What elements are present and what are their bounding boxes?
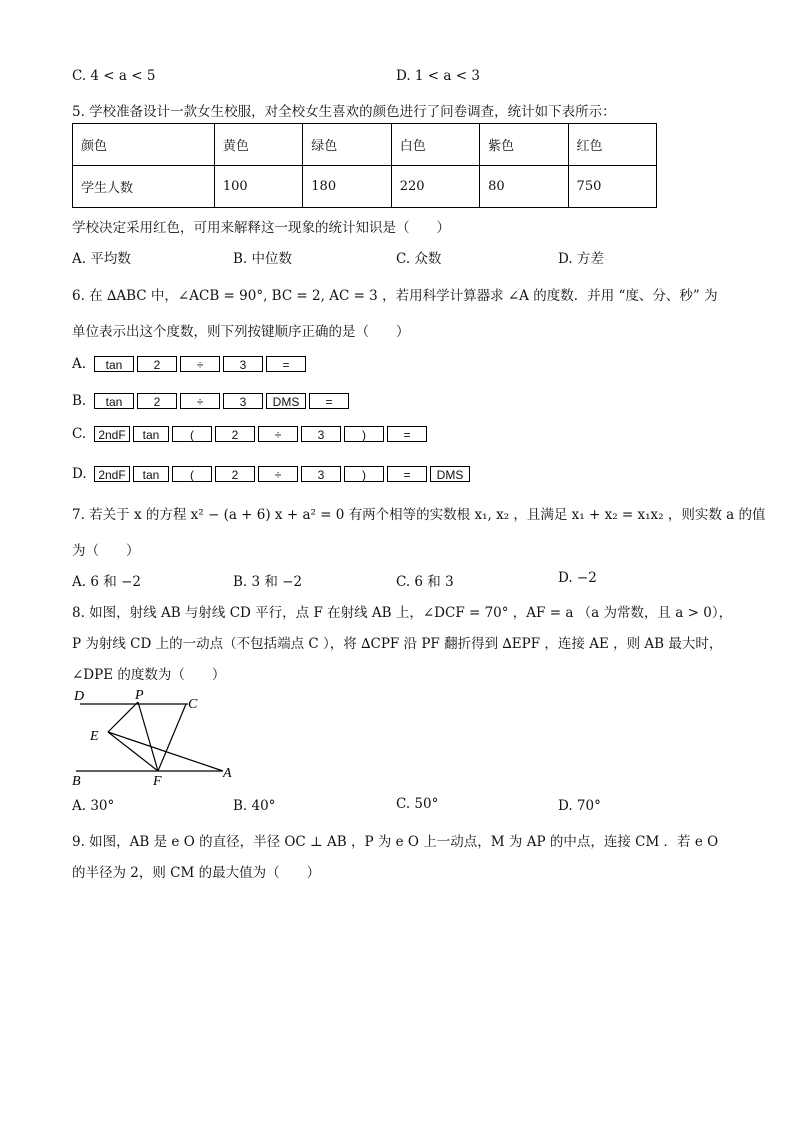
table-cell: 80 [480,166,568,208]
label-c: C [188,697,198,712]
calc-key: 3 [301,426,341,442]
table-row [73,166,657,208]
calc-key: ÷ [180,356,220,372]
q8-line2: P 为射线 CD 上的一动点（不包括端点 C ），将 ∆CPF 沿 PF 翻折得到 ∆EPF ，连接 AE ，则 AB 最大时， [72,636,723,652]
calc-key: DMS [430,466,470,482]
q8-figure [68,684,248,792]
calc-key: tan [94,393,134,409]
q9-line2: 的半径为 2，则 CM 的最大值为（ ） [72,865,321,881]
calc-key: ) [344,466,384,482]
q6-option-c-keys [94,426,427,442]
seg-ea [108,732,223,771]
q6-option-a-keys [94,356,306,372]
q6-option-d-keys [94,466,470,482]
table-row [73,124,657,166]
table-cell: 220 [391,166,479,208]
q7-line2: 为（ ） [72,543,140,559]
q6-option-b-label: B. [72,393,87,409]
calc-key: 2 [215,426,255,442]
q6-option-a-label: A. [72,356,87,372]
calc-key: tan [133,426,169,442]
table-cell: 100 [214,166,302,208]
q8-line1: 8. 如图，射线 AB 与射线 CD 平行，点 F 在射线 AB 上，∠DCF = 70° ，AF = a （a 为常数，且 a > 0）， [72,605,733,621]
calc-key: ÷ [180,393,220,409]
q5-stem: 5. 学校准备设计一款女生校服，对全校女生喜欢的颜色进行了问卷调查，统计如下表所示： [72,104,616,120]
q8-line3: ∠DPE 的度数为（ ） [72,667,226,683]
table-cell: 绿色 [303,124,391,166]
q9-line1: 9. 如图，AB 是 e O 的直径，半径 OC ⊥ AB ，P 为 e O 上一动点，M 为 AP 的中点，连接 CM ．若 e O [72,834,719,850]
calc-key: 3 [223,393,263,409]
label-a: A [223,766,232,781]
calc-key: = [266,356,306,372]
seg-pe [108,702,138,732]
table-cell: 750 [568,166,656,208]
calc-key: = [387,426,427,442]
calc-key: = [309,393,349,409]
label-b: B [72,774,81,789]
calc-key: 3 [301,466,341,482]
calc-key: tan [133,466,169,482]
calc-key: ) [344,426,384,442]
calc-key: = [387,466,427,482]
calc-key: 2 [137,356,177,372]
label-e: E [90,729,99,744]
q4-option-c: C. 4 < a < 5 [72,68,156,84]
calc-key: tan [94,356,134,372]
calc-key: 3 [223,356,263,372]
table-cell: 红色 [568,124,656,166]
q6-option-c-label: C. [72,426,87,442]
q6-line2: 单位表示出这个度数，则下列按键顺序正确的是（ ） [72,324,410,340]
q4-option-d: D. 1 < a < 3 [396,68,480,84]
seg-ef [108,732,158,771]
calc-key: 2ndF [94,426,130,442]
q5-option-d: D. 方差 [558,251,604,267]
seg-pf [138,702,158,771]
q8-option-d: D. 70° [558,798,601,814]
calc-key: ÷ [258,426,298,442]
table-cell: 黄色 [214,124,302,166]
label-f: F [153,774,162,789]
q7-option-c: C. 6 和 3 [396,574,454,590]
q6-option-b-keys [94,393,349,409]
seg-cf [158,704,186,771]
calc-key: 2 [215,466,255,482]
table-cell: 颜色 [73,124,215,166]
q7-option-d: D. −2 [558,570,597,586]
table-cell: 白色 [391,124,479,166]
q6-option-d-label: D. [72,466,87,482]
table-cell: 紫色 [480,124,568,166]
q6-line1: 6. 在 ∆ABC 中，∠ACB = 90°, BC = 2, AC = 3 ，若用科学计算器求 ∠A 的度数．并用 “度、分、秒” 为 [72,288,718,304]
table-cell: 学生人数 [73,166,215,208]
calc-key: 2ndF [94,466,130,482]
q7-option-b: B. 3 和 −2 [233,574,303,590]
calc-key: DMS [266,393,306,409]
table-cell: 180 [303,166,391,208]
q8-option-b: B. 40° [233,798,276,814]
q5-option-b: B. 中位数 [233,251,293,267]
q7-option-a: A. 6 和 −2 [72,574,141,590]
q7-line1: 7. 若关于 x 的方程 x² − (a + 6) x + a² = 0 有两个相等的实数根 x₁, x₂ ，且满足 x₁ + x₂ = x₁x₂ ，则实数 a 的值 [72,507,766,523]
q8-option-c: C. 50° [396,796,439,812]
q5-option-c: C. 众数 [396,251,442,267]
q8-option-a: A. 30° [72,798,115,814]
label-d: D [74,689,85,704]
calc-key: ( [172,426,212,442]
label-p: P [135,688,144,703]
calc-key: ÷ [258,466,298,482]
calc-key: ( [172,466,212,482]
calc-key: 2 [137,393,177,409]
q5-question: 学校决定采用红色，可用来解释这一现象的统计知识是（ ） [72,220,450,236]
survey-table [72,123,657,208]
q5-option-a: A. 平均数 [72,251,131,267]
